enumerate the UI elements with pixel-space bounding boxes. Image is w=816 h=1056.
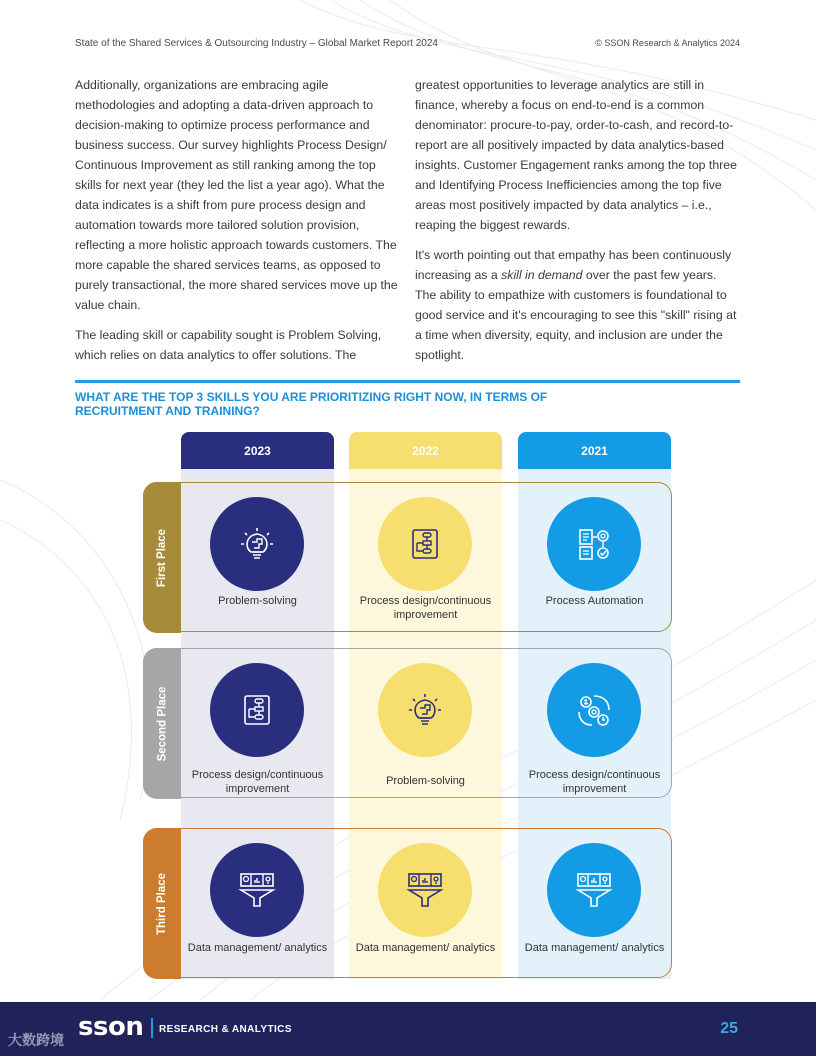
- section-divider: [75, 380, 740, 383]
- skill-label: Process Automation: [545, 595, 644, 607]
- row-label-first-place: First Place: [156, 528, 169, 587]
- skill-label: Problem-solving: [386, 775, 465, 787]
- skill-label: Process design/continuous improvement: [528, 769, 661, 795]
- badge: [209, 842, 305, 938]
- badge: [209, 662, 305, 758]
- emphasis-text: skill in demand: [501, 268, 583, 282]
- body-column-left: [75, 75, 400, 375]
- skill-label: Process design/continuous improvement: [359, 595, 492, 621]
- badge: [546, 662, 642, 758]
- cell-2021-first: [518, 482, 671, 632]
- page-number: 25: [720, 1020, 738, 1037]
- badge: [377, 662, 473, 758]
- row-label-second-place: Second Place: [156, 686, 169, 761]
- cell-2022-first: [349, 482, 502, 632]
- skill-label: Data management/ analytics: [187, 942, 328, 954]
- skill-label: Data management/ analytics: [524, 942, 665, 954]
- badge: [377, 496, 473, 592]
- body-column-right: [415, 75, 740, 375]
- running-header-copyright: © SSON Research & Analytics 2024: [595, 38, 740, 48]
- row-label-third-place: Third Place: [156, 872, 168, 935]
- year-header-2023: 2023: [181, 432, 334, 469]
- year-header-2021: 2021: [518, 432, 671, 469]
- skill-label: Problem-solving: [218, 595, 297, 607]
- badge: [209, 496, 305, 592]
- cell-2021-third: [518, 828, 671, 978]
- sson-logo: sson: [78, 1012, 144, 1042]
- cell-2023-second: [181, 648, 334, 798]
- badge: [377, 842, 473, 938]
- cell-2023-first: [181, 482, 334, 632]
- paragraph: It's worth pointing out that empathy has been continuously increasing as a skill in demand over the past few years. The ability to empathize with customers is foundational to good service and it's encouraging to see this "skill" rising at a time when diversity, equity, and inclusion are under the spotlight.: [415, 248, 737, 362]
- figure-question-title: WHAT ARE THE TOP 3 SKILLS YOU ARE PRIORITIZING RIGHT NOW, IN TERMS OF RECRUITMENT AND TRAINING?: [75, 390, 548, 418]
- paragraph: Additionally, organizations are embracing agile methodologies and adopting a data-driven approach to decision-making to optimize process performance and business success. Our survey highlights Process Design/ Continuous Improvement as still ranking among the top skills for next year (they led the list a year ago). What the data indicates is a shift from pure process design and automation towards more tailored solution provision, reflecting a more holistic approach towards customers. The more capable the shared services teams, as opposed to purely transactional, the more shared services move up the value chain.: [75, 78, 398, 312]
- watermark: 大数跨境: [8, 1032, 64, 1048]
- cell-2021-second: [518, 648, 671, 798]
- paragraph: greatest opportunities to leverage analytics are still in finance, whereby a focus on end-to-end is a common denominator: procure-to-pay, order-to-cash, and record-to-report are all positively impacted by data analytics-based insights. Customer Engagement ranks among the top three and Identifying Process Inefficiencies among the top five areas most positively impacted by data analytics – i.e., reaping the biggest rewards.: [415, 78, 737, 232]
- skill-label: Process design/continuous improvement: [191, 769, 324, 795]
- paragraph: The leading skill or capability sought is Problem Solving, which relies on data analytics to offer solutions. The: [75, 328, 382, 362]
- cell-2022-second: [349, 648, 502, 798]
- cell-2023-third: [181, 828, 334, 978]
- badge: [546, 842, 642, 938]
- logo-divider: [151, 1018, 153, 1038]
- running-header-title: State of the Shared Services & Outsourcing Industry – Global Market Report 2024: [75, 38, 438, 49]
- skill-label: Data management/ analytics: [355, 942, 496, 954]
- year-header-2022: 2022: [349, 432, 502, 469]
- badge: [546, 496, 642, 592]
- footer-tagline: RESEARCH & ANALYTICS: [159, 1024, 292, 1035]
- cell-2022-third: [349, 828, 502, 978]
